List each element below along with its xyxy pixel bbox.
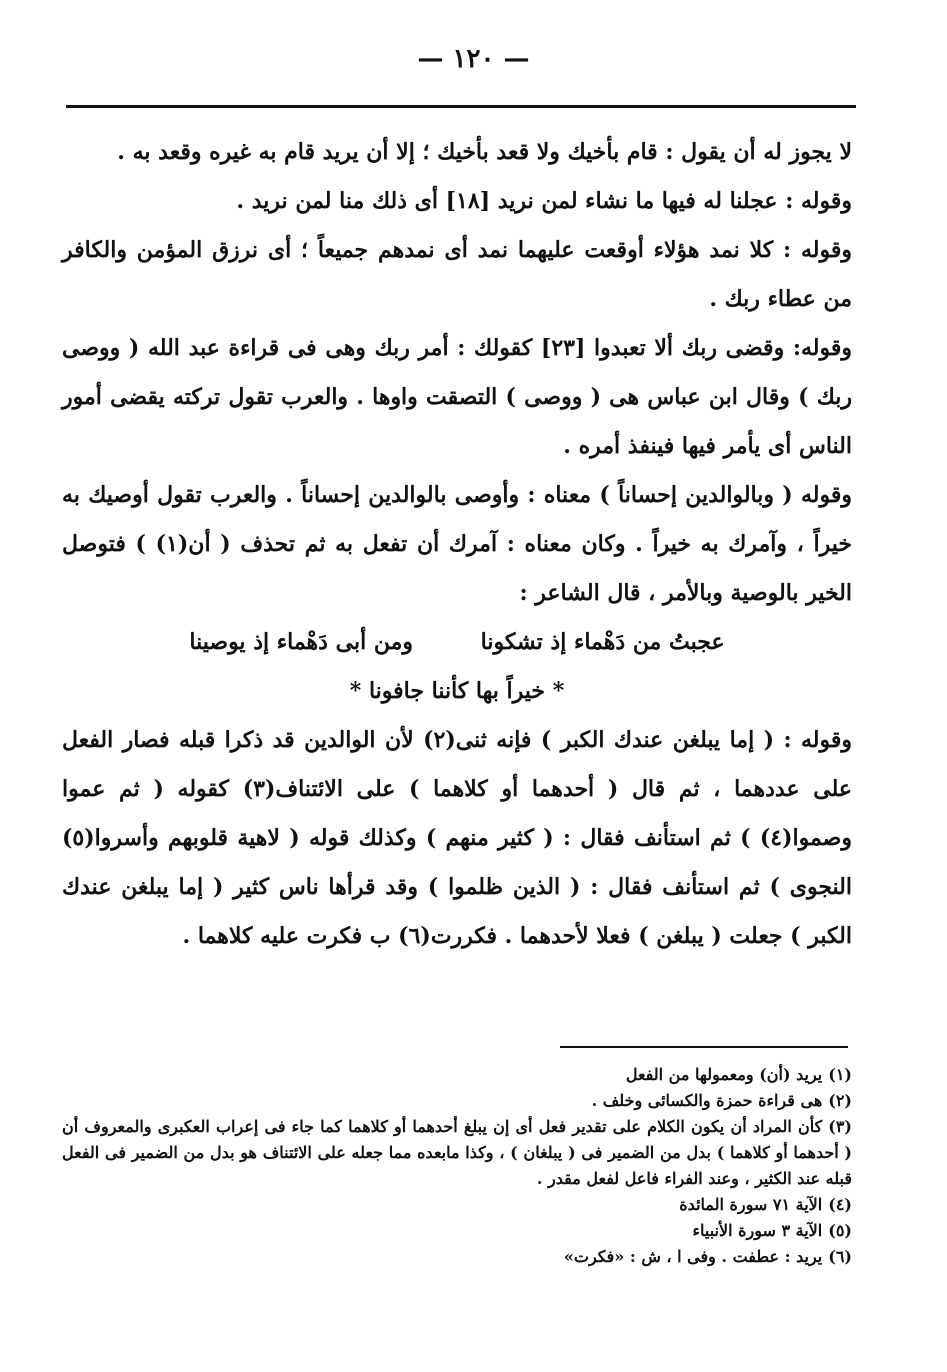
paragraph: لا يجوز له أن يقول : قام بأخيك ولا قعد بأخيك ؛ إلا أن يريد قام به غيره وقعد به .	[117, 139, 852, 165]
poem-verse-last-line: * خيراً بها كأننا جافونا *	[349, 678, 565, 704]
footnotes	[62, 1062, 852, 1270]
footnote-text: هى قراءة حمزة والكسائى وخلف .	[591, 1091, 823, 1110]
header-rule	[66, 105, 856, 108]
footnote-text: يريد (أن) ومعمولها من الفعل	[625, 1065, 823, 1084]
poem-verse	[62, 618, 852, 667]
page-number: — ١٢٠ —	[417, 44, 530, 74]
footnote-rule	[560, 1046, 848, 1048]
footnote-text: يريد : عطفت . وفى ا ، ش : «فكرت»	[563, 1247, 823, 1266]
footnote	[62, 1244, 852, 1270]
paragraph: وقوله : عجلنا له فيها ما نشاء لمن نريد [١٨] أى ذلك منا لمن نريد .	[236, 188, 852, 214]
footnote-number: (١)	[828, 1065, 852, 1084]
footnote	[62, 1088, 852, 1114]
footnote-number: (٤)	[828, 1195, 852, 1214]
footnote-number: (٣)	[828, 1117, 852, 1136]
paragraph: وقوله : ( إما يبلغن عندك الكبر ) فإنه ثنى(٢) لأن الوالدين قد ذكرا قبله فصار الفعل على عددهما ، ثم قال ( أحدهما أو كلاهما ) على الائتناف(٣) كقوله ( ثم عموا وصموا(٤) ) ثم استأنف فقال : ( كثير منهم ) وكذلك قوله ( لاهية قلوبهم وأسروا(٥) النجوى ) ثم استأنف فقال : ( الذين ظلموا ) وقد قرأها ناس كثير ( إما يبلغن عندك الكبر ) جعلت ( يبلغن ) فعلا لأحدهما . فكررت(٦) ب فكرت عليه كلاهما .	[62, 727, 853, 949]
footnote-number: (٦)	[828, 1247, 852, 1266]
verse-hemistich-right: عجبتُ من دَهْماء إذ تشكونا	[480, 629, 725, 655]
paragraph: وقوله: وقضى ربك ألا تعبدوا [٢٣] كقولك : أمر ربك وهى فى قراءة عبد الله ( ووصى ربك ) وقال ابن عباس هى ( ووصى ) التصقت واوها . والعرب تقول تركته يقضى أمور الناس أى يأمر فيها فينفذ أمره .	[62, 335, 852, 459]
footnote	[62, 1218, 852, 1244]
footnote	[62, 1114, 852, 1192]
footnote-text: الآية ٧١ سورة المائدة	[679, 1195, 823, 1214]
paragraph: وقوله : كلا نمد هؤلاء أوقعت عليهما نمد أى نمدهم جميعاً ؛ أى نرزق المؤمن والكافر من عطاء ربك .	[62, 237, 852, 312]
footnote	[62, 1062, 852, 1088]
main-text	[62, 128, 852, 961]
footnote-number: (٥)	[828, 1221, 852, 1240]
footnote	[62, 1192, 852, 1218]
footnote-number: (٢)	[828, 1091, 852, 1110]
footnote-text: الآية ٣ سورة الأنبياء	[692, 1221, 823, 1240]
footnote-text: كأن المراد أن يكون الكلام على تقدير فعل أى إن يبلغ أحدهما أو كلاهما كما جاء فى إعراب العكبرى والمعروف أن ( أحدهما أو كلاهما ) بدل من الضمير فى ( يبلغان ) ، وكذا مابعده مما جعله على الائتناف هو بدل من الضمير فى الفعل قبله عند الكثير ، وعند الفراء فاعل لفعل مقدر .	[62, 1117, 852, 1188]
paragraph: وقوله ( وبالوالدين إحساناً ) معناه : وأوصى بالوالدين إحساناً . والعرب تقول أوصيك به خيراً ، وآمرك به خيراً . وكان معناه : آمرك أن تفعل به ثم تحذف ( أن(١) ) فتوصل الخير بالوصية وبالأمر ، قال الشاعر :	[62, 482, 852, 606]
verse-hemistich-left: ومن أبى دَهْماء إذ يوصينا	[189, 629, 413, 655]
